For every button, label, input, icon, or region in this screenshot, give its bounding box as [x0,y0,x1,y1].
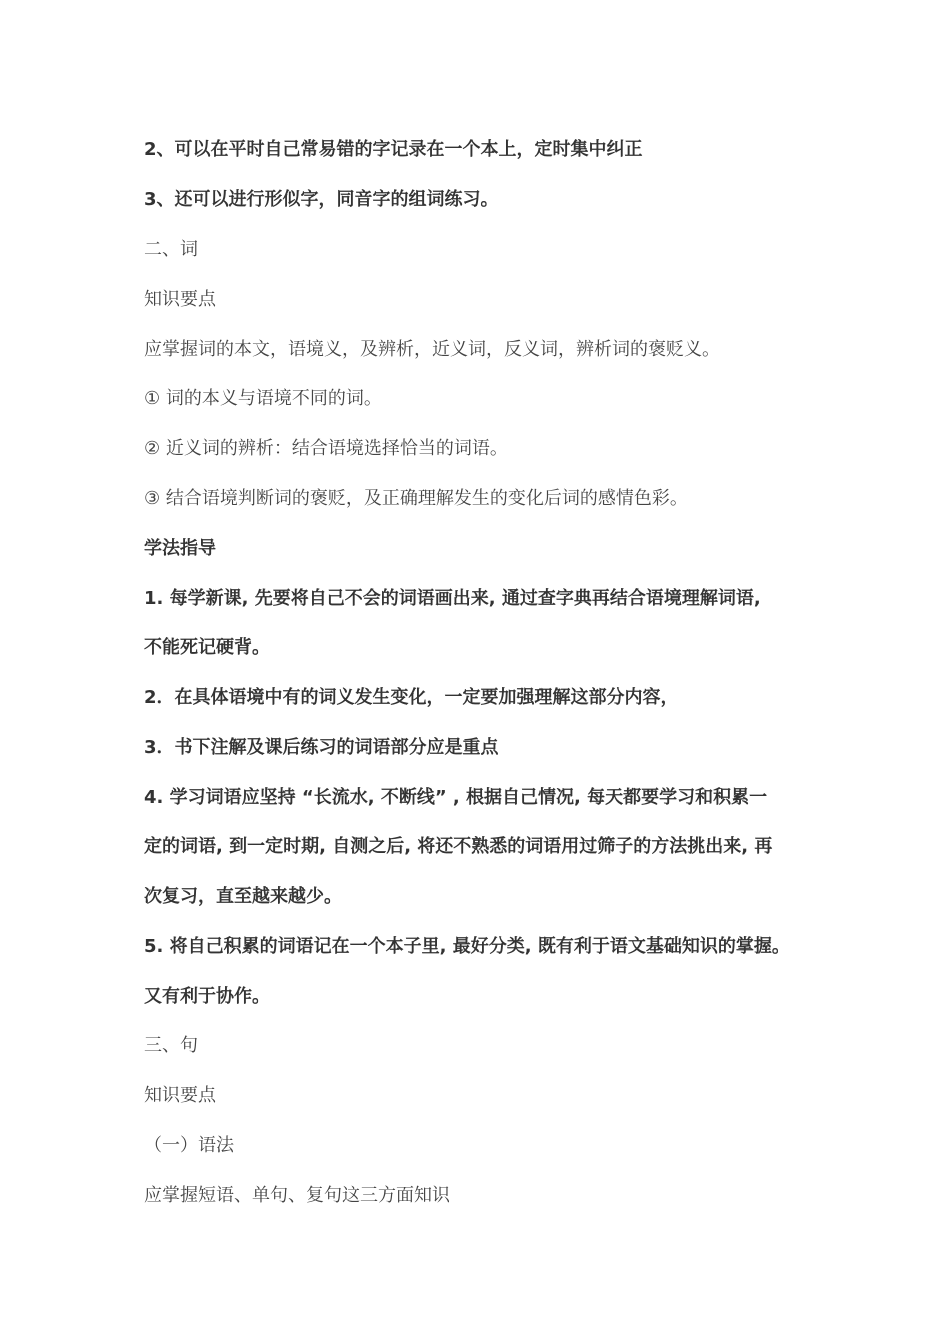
subheading: （一）语法 [144,1135,234,1156]
text-line: 定的词语, 到一定时期, 自测之后, 将还不熟悉的词语用过筛子的方法挑出来, 再 [144,836,773,857]
list-item: ③ 结合语境判断词的褒贬，及正确理解发生的变化后词的感情色彩。 [144,488,688,509]
text-line: 5. 将自己积累的词语记在一个本子里, 最好分类, 既有利于语文基础知识的掌握。 [144,936,790,957]
text-line: 2、可以在平时自己常易错的字记录在一个本上，定时集中纠正 [144,139,643,160]
subheading: 知识要点 [144,289,216,310]
text-line: 3、还可以进行形似字，同音字的组词练习。 [144,189,499,210]
section-heading: 三、句 [144,1035,198,1056]
subheading: 知识要点 [144,1085,216,1106]
text-line: 2．在具体语境中有的词义发生变化，一定要加强理解这部分内容， [144,687,679,708]
text-line: 1. 每学新课, 先要将自己不会的词语画出来, 通过查字典再结合语境理解词语, [144,588,761,609]
text-line: 次复习，直至越来越少。 [144,886,342,907]
text-line: 应掌握词的本文，语境义，及辨析，近义词，反义词，辨析词的褒贬义。 [144,339,720,360]
list-item: ② 近义词的辨析：结合语境选择恰当的词语。 [144,438,508,459]
section-heading: 二、词 [144,239,198,260]
subheading: 学法指导 [144,538,216,559]
text-line: 应掌握短语、单句、复句这三方面知识 [144,1185,450,1206]
text-line: 3．书下注解及课后练习的词语部分应是重点 [144,737,499,758]
text-line: 不能死记硬背。 [144,637,270,658]
list-item: ① 词的本义与语境不同的词。 [144,388,382,409]
text-line: 4. 学习词语应坚持 “长流水, 不断线” , 根据自己情况, 每天都要学习和积累一 [144,787,768,808]
text-line: 又有利于协作。 [144,986,270,1007]
